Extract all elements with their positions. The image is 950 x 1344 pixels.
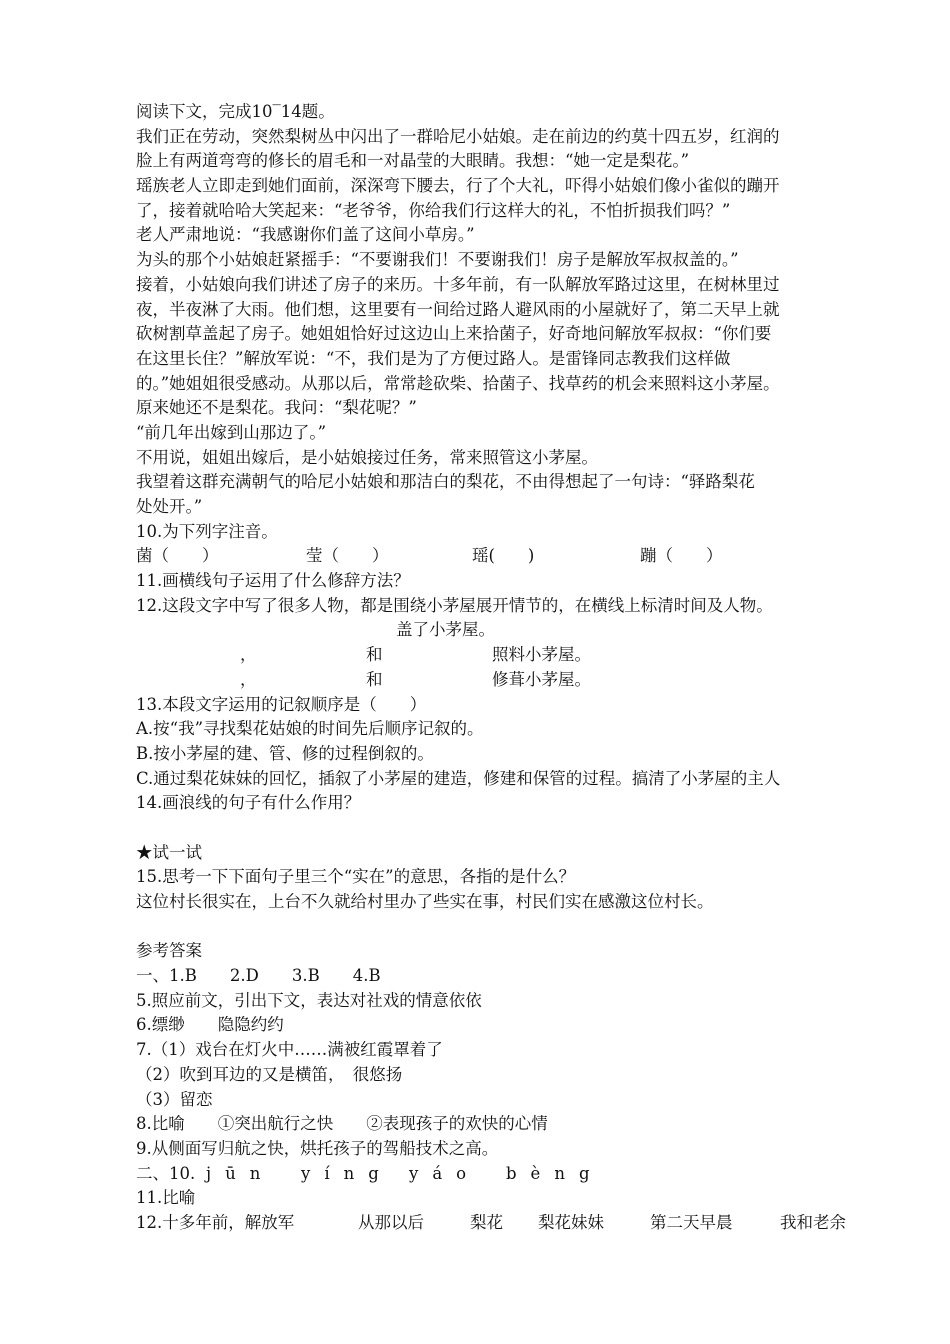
q12-line2-end: 照料小茅屋。 [492, 645, 591, 665]
answer-7-2: （2）吹到耳边的又是横笛， 很悠扬 [136, 1064, 403, 1084]
passage-line: 不用说，姐姐出嫁后，是小姑娘接过任务，常来照管这小茅屋。 [136, 447, 598, 467]
passage-line: 我望着这群充满朝气的哈尼小姑娘和那洁白的梨花，不由得想起了一句诗：“驿路梨花 [136, 472, 755, 492]
question-12-line-1 [136, 618, 860, 643]
answer-12-item: 我和老余 [780, 1212, 846, 1232]
q12-line3-and: 和 [366, 669, 383, 689]
try-heading: ★试一试 [136, 842, 202, 862]
question-13-title: 13.本段文字运用的记叙顺序是（ ） [136, 694, 427, 714]
q12-line3-comma: ， [240, 669, 257, 689]
passage-line: 接着，小姑娘向我们讲述了房子的来历。十多年前，有一队解放军路过这里，在树林里过 [136, 274, 780, 294]
passage-intro: 阅读下文，完成10‾14题。 [136, 102, 335, 121]
answer-8: 8.比喻 ①突出航行之快 ②表现孩子的欢快的心情 [136, 1114, 548, 1134]
passage-line: 原来她还不是梨花。我问：“梨花呢？” [136, 398, 417, 418]
answer-10-pinyin-yao: yáo [409, 1163, 481, 1183]
passage-line: 的。”她姐姐很受感动。从那以后，常常趁砍柴、拾菌子、找草药的机会来照料这小茅屋。 [136, 373, 780, 393]
spacer [136, 816, 860, 841]
answer-10-pinyin-jun: jūn [206, 1163, 275, 1183]
q12-line2-comma: ， [240, 645, 257, 665]
answer-5: 5.照应前文，引出下文，表达对社戏的情意依依 [136, 990, 482, 1010]
question-15-sentence: 这位村长很实在，上台不久就给村里办了些实在事，村民们实在感激这位村长。 [136, 892, 714, 911]
passage-line: 砍树割草盖起了房子。她姐姐恰好过这边山上来拾菌子，好奇地问解放军叔叔：“你们要 [136, 324, 772, 344]
answer-12 [136, 1211, 860, 1236]
phonetic-blank-beng[interactable]: 蹦（ ） [640, 546, 723, 566]
document-page [136, 100, 860, 1236]
question-14: 14.画浪线的句子有什么作用？ [136, 793, 361, 813]
answer-12-item: 从那以后 [358, 1212, 424, 1232]
answer-12-item: 第二天早晨 [650, 1212, 733, 1232]
spacer [136, 915, 860, 940]
phonetic-blank-yao[interactable]: 瑶( ) [472, 546, 535, 566]
q12-line2-and: 和 [366, 645, 383, 665]
answer-9: 9.从侧面写归航之快，烘托孩子的驾船技术之高。 [136, 1138, 499, 1158]
passage-line: 脸上有两道弯弯的修长的眉毛和一对晶莹的大眼睛。我想：“她一定是梨花。” [136, 151, 690, 171]
answer-10-pinyin-ying: yíng [301, 1163, 393, 1183]
answer-11: 11.比喻 [136, 1188, 196, 1208]
answer-12-item: 梨花妹妹 [538, 1212, 604, 1232]
passage-line: 老人严肃地说：“我感谢你们盖了这间小草房。” [136, 225, 475, 245]
question-11: 11.画横线句子运用了什么修辞方法？ [136, 571, 410, 591]
question-12-line-2 [136, 643, 860, 668]
answer-7-1: 7.（1）戏台在灯火中……满被红霞罩着了 [136, 1040, 443, 1060]
passage-line: “前几年出嫁到山那边了。” [136, 422, 327, 442]
question-12-title: 12.这段文字中写了很多人物，都是围绕小茅屋展开情节的，在横线上标清时间及人物。 [136, 595, 773, 615]
passage-line: 为头的那个小姑娘赶紧摇手：“不要谢我们！不要谢我们！房子是解放军叔叔盖的。” [136, 250, 739, 270]
passage-line: 夜，半夜淋了大雨。他们想，这里要有一间给过路人避风雨的小屋就好了，第二天早上就 [136, 299, 780, 319]
answer-12-item: 梨花 [470, 1212, 503, 1232]
answer-10 [136, 1162, 860, 1187]
answer-10-pinyin-beng: bèng [506, 1163, 604, 1183]
passage-body [136, 125, 860, 520]
q13-option-c[interactable]: C.通过梨花妹妹的回忆，插叙了小茅屋的建造，修建和保管的过程。搞清了小茅屋的主人 [136, 768, 781, 788]
answer-7-3: （3）留恋 [136, 1089, 213, 1109]
answer-6: 6.缥缈 隐隐约约 [136, 1015, 284, 1035]
phonetic-blank-jun[interactable]: 菌（ ） [136, 546, 219, 566]
answer-10-label: 二、10. [136, 1163, 196, 1183]
q13-option-a[interactable]: A.按“我”寻找梨花姑娘的时间先后顺序记叙的。 [136, 719, 484, 739]
phonetic-blank-ying[interactable]: 莹（ ） [306, 546, 389, 566]
answer-12-item: 12.十多年前，解放军 [136, 1212, 295, 1232]
q12-line3-end: 修葺小茅屋。 [492, 669, 591, 689]
question-15: 15.思考一下下面句子里三个“实在”的意思，各指的是什么？ [136, 867, 576, 887]
passage-line: 了，接着就哈哈大笑起来：“老爷爷，你给我们行这样大的礼，不怕折损我们吗？” [136, 200, 731, 220]
q12-line1-text: 盖了小茅屋。 [396, 620, 495, 640]
passage-line: 我们正在劳动，突然梨树丛中闪出了一群哈尼小姑娘。走在前边的约莫十四五岁，红润的 [136, 126, 780, 146]
question-10-title: 10.为下列字注音。 [136, 521, 278, 541]
q13-option-b[interactable]: B.按小茅屋的建、管、修的过程倒叙的。 [136, 743, 434, 763]
question-12-line-3 [136, 668, 860, 693]
passage-line: 在这里长住？”解放军说：“不，我们是为了方便过路人。是雷锋同志教我们这样做 [136, 348, 731, 368]
passage-line: 处处开。” [136, 497, 203, 516]
answer-1-4: 一、1.B 2.D 3.B 4.B [136, 966, 381, 986]
question-10-items [136, 544, 860, 569]
passage-line: 瑶族老人立即走到她们面前，深深弯下腰去，行了个大礼，吓得小姑娘们像小雀似的蹦开 [136, 176, 780, 196]
answers-heading: 参考答案 [136, 941, 202, 961]
